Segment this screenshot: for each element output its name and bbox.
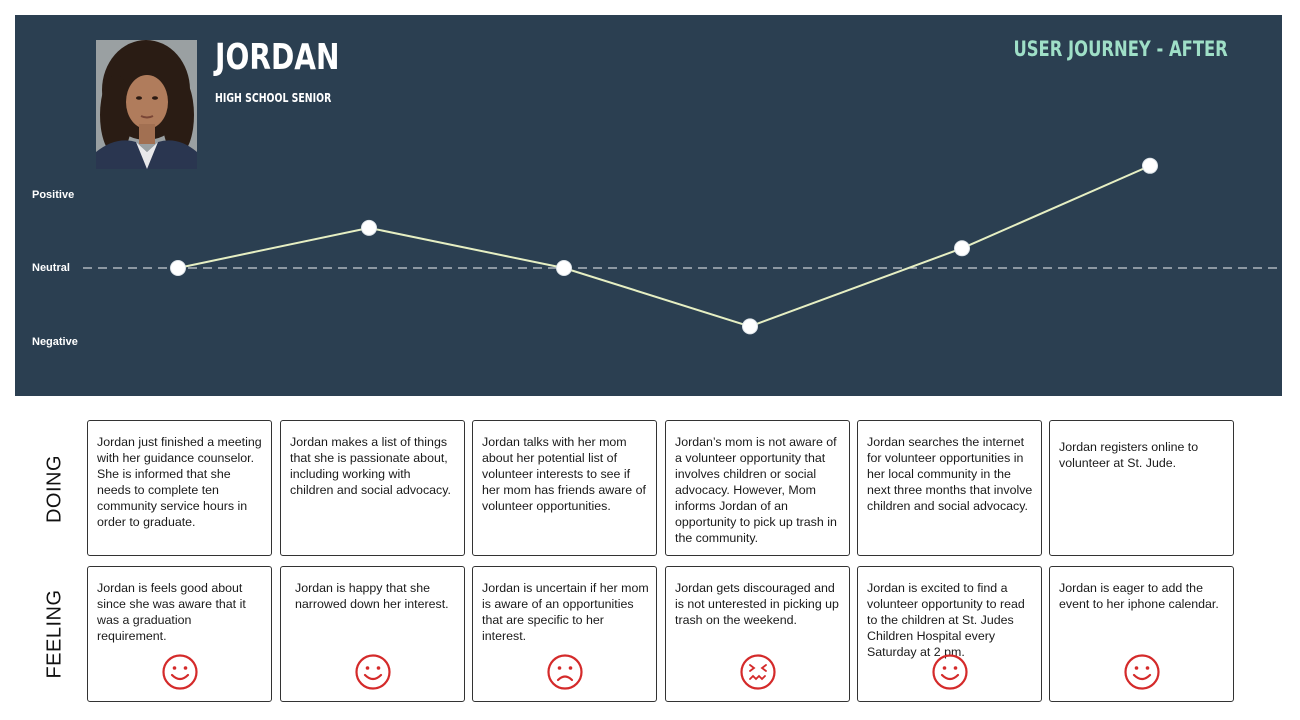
doing-card-text: Jordan makes a list of things that she is passionate about, including working with children and social advocacy.: [290, 435, 451, 497]
y-label-positive: Positive: [32, 189, 75, 201]
journey-point: [362, 220, 377, 235]
journey-point: [171, 261, 186, 276]
persona-role: HIGH SCHOOL SENIOR: [215, 91, 332, 105]
journey-point: [1143, 158, 1158, 173]
persona-name: JORDAN: [215, 37, 340, 78]
smile-face-icon: [1123, 653, 1161, 691]
smile-face-icon: [354, 653, 392, 691]
feeling-card-text: Jordan is uncertain if her mom is aware of an opportunities that are specific to her interest.: [482, 581, 649, 643]
doing-card-text: Jordan’s mom is not aware of a volunteer opportunity that involves children or social advocacy. However, Mom informs Jordan of an opportunity to pick up trash in the community.: [675, 435, 837, 545]
journey-point: [955, 241, 970, 256]
upset-face-icon: [739, 653, 777, 691]
doing-card: [87, 420, 272, 556]
feeling-card-text: Jordan is happy that she narrowed down her interest.: [295, 581, 449, 611]
feeling-card: [87, 566, 272, 702]
y-label-neutral: Neutral: [32, 262, 70, 274]
frown-face-icon: [546, 653, 584, 691]
doing-card-text: Jordan just finished a meeting with her guidance counselor. She is informed that she needs to complete ten community service hours in order to graduate.: [97, 435, 262, 529]
feeling-card: [665, 566, 850, 702]
feeling-card-text: Jordan is eager to add the event to her iphone calendar.: [1059, 581, 1219, 611]
journey-title: USER JOURNEY - AFTER: [1013, 37, 1228, 61]
doing-card: [1049, 420, 1234, 556]
doing-card: [857, 420, 1042, 556]
doing-card-text: Jordan registers online to volunteer at St. Jude.: [1059, 440, 1199, 470]
doing-card: [665, 420, 850, 556]
journey-point: [743, 319, 758, 334]
smile-face-icon: [931, 653, 969, 691]
feeling-card: [280, 566, 465, 702]
doing-card-text: Jordan searches the internet for volunteer opportunities in her local community in the next three months that involve children and social advocacy.: [867, 435, 1033, 513]
doing-card: [472, 420, 657, 556]
feeling-card-text: Jordan gets discouraged and is not unterested in picking up trash on the weekend.: [675, 581, 839, 627]
doing-card-text: Jordan talks with her mom about her potential list of volunteer interests to see if her mom has friends aware of volunteer opportunities.: [482, 435, 646, 513]
feeling-card: [472, 566, 657, 702]
smile-face-icon: [161, 653, 199, 691]
y-label-negative: Negative: [32, 336, 78, 348]
journey-panel: [15, 15, 1282, 396]
feeling-card-text: Jordan is feels good about since she was aware that it was a graduation requirement.: [97, 581, 246, 643]
feeling-card-text: Jordan is excited to find a volunteer opportunity to read to the children at St. Judes Children Hospital every Saturday at 2 pm.: [867, 581, 1025, 659]
journey-point: [557, 261, 572, 276]
feeling-card: [1049, 566, 1234, 702]
doing-card: [280, 420, 465, 556]
journey-line: [178, 166, 1150, 327]
feeling-card: [857, 566, 1042, 702]
emotion-chart: [15, 15, 1282, 396]
